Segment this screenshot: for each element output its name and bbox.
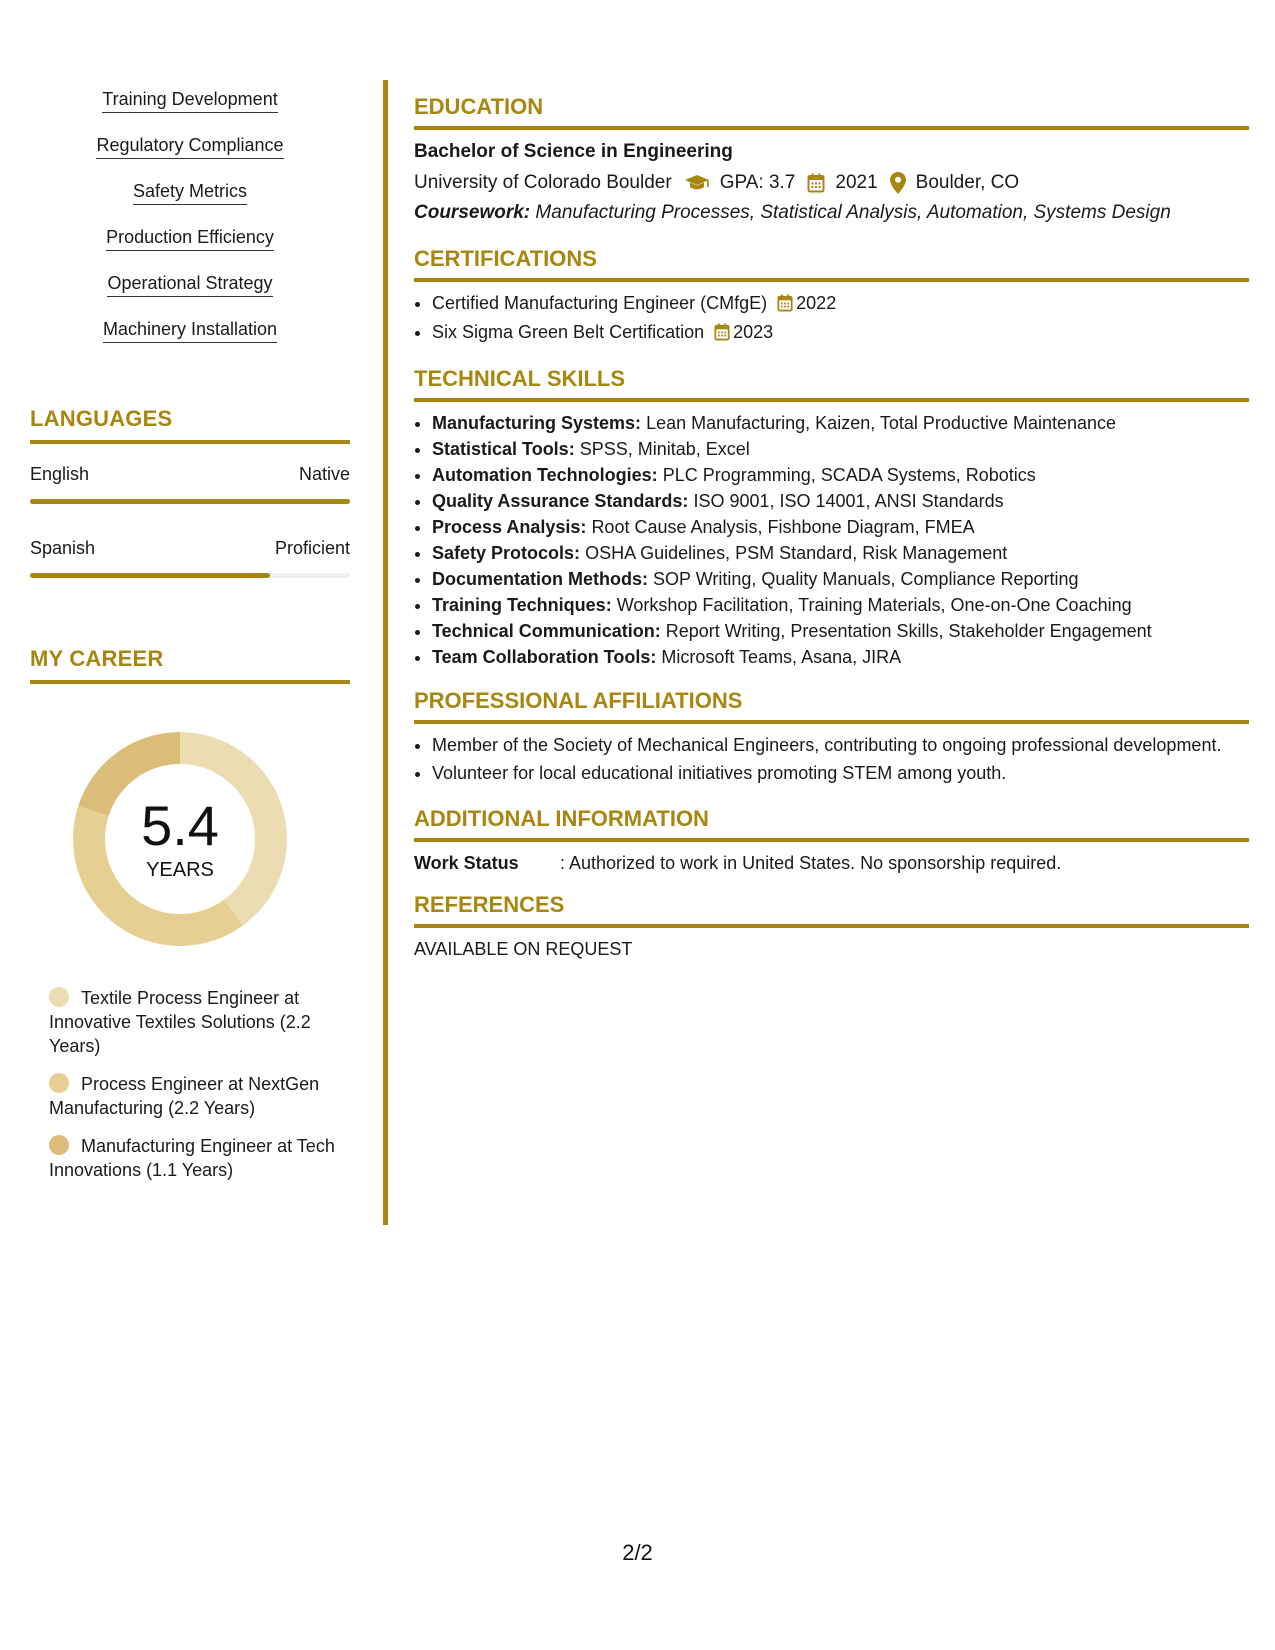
technical-skills-heading: TECHNICAL SKILLS [414, 366, 1249, 402]
language-proficiency-bar [30, 573, 350, 578]
skill-item [432, 488, 1249, 514]
calendar-icon [807, 173, 825, 193]
legend-item [49, 1072, 339, 1120]
legend-item [49, 1134, 339, 1182]
map-pin-icon [890, 172, 906, 194]
certification-year: 2022 [796, 293, 837, 313]
skill-tag: Operational Strategy [107, 272, 272, 297]
main-content [414, 94, 1249, 962]
skill-value: SOP Writing, Quality Manuals, Compliance Reporting [653, 569, 1079, 589]
legend-label: Process Engineer at NextGen Manufacturing (2.2 Years) [49, 1074, 320, 1118]
skill-item [432, 410, 1249, 436]
skill-label: Statistical Tools: [432, 439, 575, 459]
legend-label: Textile Process Engineer at Innovative Textiles Solutions (2.2 Years) [49, 988, 311, 1056]
education-year: 2021 [835, 172, 878, 193]
certification-name: Certified Manufacturing Engineer (CMfgE) [432, 293, 768, 313]
skill-label: Training Techniques: [432, 595, 612, 615]
skill-value: Report Writing, Presentation Skills, Stakeholder Engagement [665, 621, 1152, 641]
skill-item [432, 566, 1249, 592]
skill-tag: Production Efficiency [106, 226, 274, 251]
affiliations-list [414, 732, 1249, 786]
certification-name: Six Sigma Green Belt Certification [432, 322, 705, 342]
work-status-label: Work Status [414, 853, 519, 873]
work-status-value: : Authorized to work in United States. No sponsorship required. [560, 853, 1062, 873]
career-donut-chart [65, 724, 295, 954]
education-coursework [414, 200, 1249, 226]
skill-label: Process Analysis: [432, 517, 587, 537]
graduation-cap-icon [684, 174, 710, 192]
legend-dot [49, 1135, 69, 1155]
career-total-value: 5.4 [141, 793, 219, 857]
skill-value: Workshop Facilitation, Training Materials, One-on-One Coaching [616, 595, 1132, 615]
skill-value: Lean Manufacturing, Kaizen, Total Productive Maintenance [646, 413, 1117, 433]
skill-item [432, 644, 1249, 670]
skill-item [432, 462, 1249, 488]
skill-label: Documentation Methods: [432, 569, 648, 589]
legend-dot [49, 1073, 69, 1093]
skill-value: Microsoft Teams, Asana, JIRA [661, 647, 902, 667]
education-degree: Bachelor of Science in Engineering [414, 141, 733, 162]
education-gpa: GPA: 3.7 [719, 172, 796, 193]
legend-label: Manufacturing Engineer at Tech Innovations (1.1 Years) [49, 1136, 335, 1180]
work-status-row [414, 850, 1249, 876]
education-location: Boulder, CO [915, 172, 1020, 193]
languages-heading: LANGUAGES [30, 406, 350, 444]
certification-item [432, 290, 1249, 319]
skill-label: Safety Protocols: [432, 543, 581, 563]
skill-label: Team Collaboration Tools: [432, 647, 657, 667]
certifications-heading: CERTIFICATIONS [414, 246, 1249, 282]
affiliation-item: • Member of the Society of Mechanical Engineers, contributing to ongoing professional development. [432, 732, 1249, 758]
language-item [30, 464, 350, 504]
skill-value: Root Cause Analysis, Fishbone Diagram, FMEA [591, 517, 975, 537]
career-legend [49, 986, 339, 1182]
language-item [30, 538, 350, 578]
skill-tag: Training Development [102, 88, 277, 113]
certification-year: 2023 [733, 322, 774, 342]
education-heading: EDUCATION [414, 94, 1249, 130]
career-total-unit: YEARS [146, 858, 214, 881]
skill-tag: Regulatory Compliance [96, 134, 283, 159]
language-proficiency-bar [30, 499, 350, 504]
coursework-label: Coursework: [414, 202, 531, 223]
column-divider [383, 80, 388, 1225]
education-details [414, 170, 1249, 196]
skill-item [432, 540, 1249, 566]
legend-dot [49, 987, 69, 1007]
language-level: Proficient [274, 538, 350, 558]
references-text: AVAILABLE ON REQUEST [414, 939, 633, 959]
skill-tag: Machinery Installation [103, 318, 277, 343]
skill-label: Technical Communication: [432, 621, 661, 641]
skill-label: Quality Assurance Standards: [432, 491, 689, 511]
language-name: English [30, 464, 90, 484]
skill-item [432, 592, 1249, 618]
skill-value: ISO 9001, ISO 14001, ANSI Standards [693, 491, 1004, 511]
calendar-icon [714, 322, 730, 348]
education-school: University of Colorado Boulder [414, 172, 672, 193]
skill-item [432, 618, 1249, 644]
skill-value: PLC Programming, SCADA Systems, Robotics [662, 465, 1036, 485]
skill-label: Automation Technologies: [432, 465, 658, 485]
affiliation-item: • Volunteer for local educational initiatives promoting STEM among youth. [432, 760, 1249, 786]
skill-item [432, 436, 1249, 462]
skill-value: OSHA Guidelines, PSM Standard, Risk Management [585, 543, 1008, 563]
certifications-list [414, 290, 1249, 348]
technical-skills-list [414, 410, 1249, 670]
legend-item [49, 986, 339, 1058]
affiliations-heading: PROFESSIONAL AFFILIATIONS [414, 688, 1249, 724]
references-heading: REFERENCES [414, 892, 1249, 928]
language-proficiency-fill [30, 573, 270, 578]
skill-label: Manufacturing Systems: [432, 413, 642, 433]
language-level: Native [298, 464, 350, 484]
certification-item [432, 319, 1249, 348]
language-name: Spanish [30, 538, 96, 558]
additional-info-heading: ADDITIONAL INFORMATION [414, 806, 1249, 842]
page-number: 2/2 [622, 1540, 653, 1565]
sidebar [30, 78, 350, 1196]
skill-tags [30, 78, 350, 354]
calendar-icon [777, 293, 793, 319]
career-heading: MY CAREER [30, 646, 350, 684]
language-proficiency-fill [30, 499, 350, 504]
coursework-text: Manufacturing Processes, Statistical Analysis, Automation, Systems Design [535, 202, 1171, 223]
skill-tag: Safety Metrics [133, 180, 247, 205]
skill-item [432, 514, 1249, 540]
skill-value: SPSS, Minitab, Excel [579, 439, 750, 459]
